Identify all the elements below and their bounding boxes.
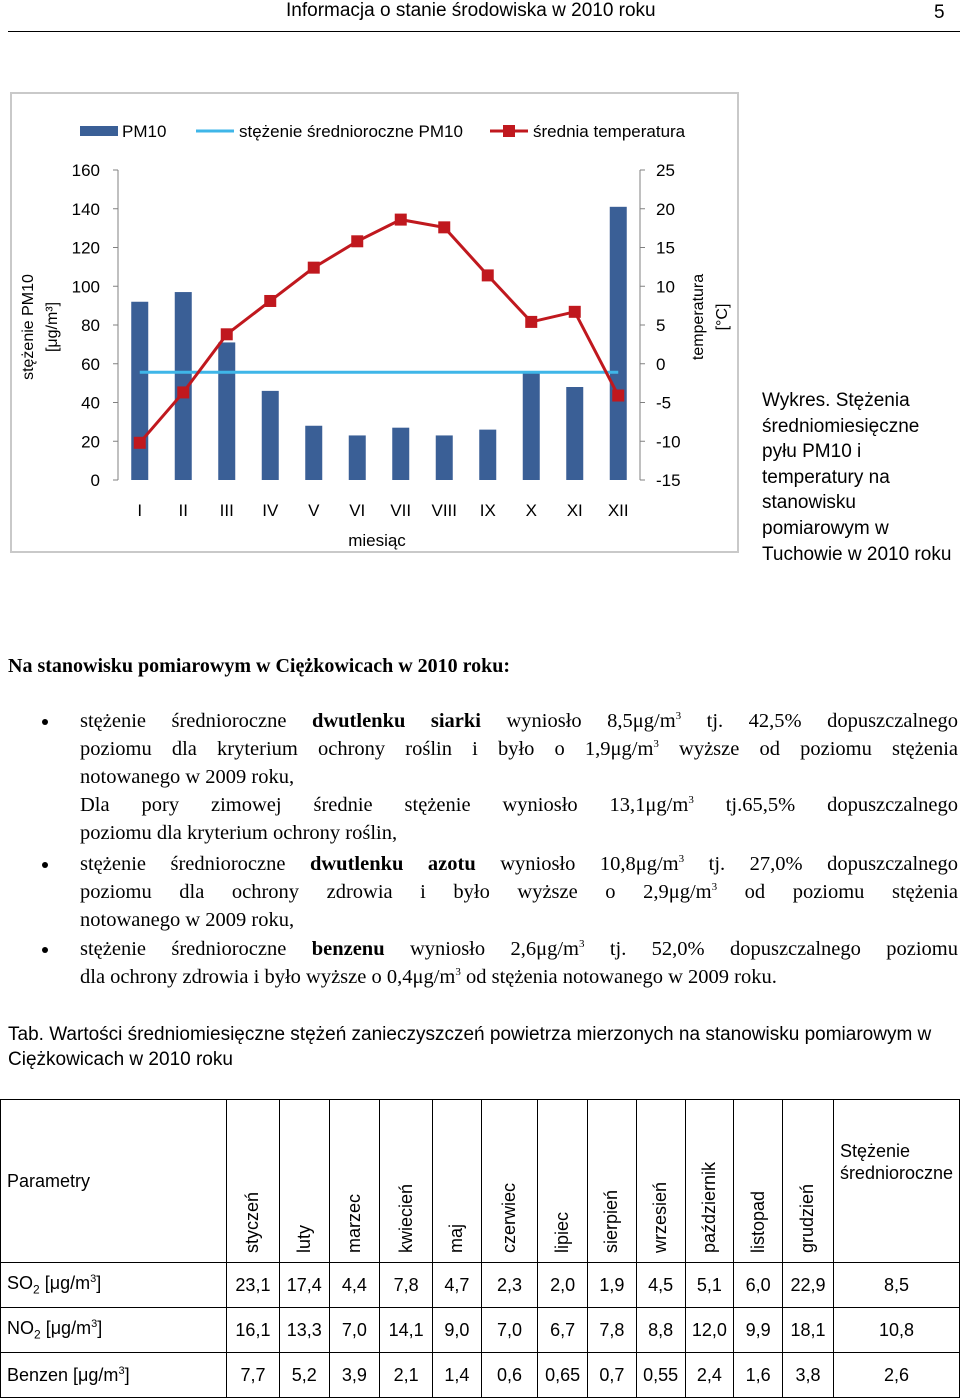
- section-text-line: poziomu dla ochrony zdrowia i było wyższe o $2,9\mu g/m^3$ od poziomu stężenia: [80, 881, 958, 903]
- bullet-3: [42, 947, 48, 953]
- temperature-marker: [569, 306, 581, 318]
- left-tick-label: 120: [71, 238, 100, 258]
- month-header: lipiec: [552, 1211, 573, 1253]
- table-header-cell: [636, 1100, 685, 1263]
- temperature-marker: [395, 214, 407, 226]
- x-tick-label: VIII: [431, 501, 458, 520]
- month-header: listopad: [747, 1190, 768, 1253]
- month-header: październik: [698, 1161, 719, 1253]
- annual-value-cell: 2,6: [833, 1353, 959, 1398]
- right-axis-title-line1: temperatura: [690, 273, 707, 361]
- section-text-line: stężenie średnioroczne benzenu wyniosło $2,6\mu g/m^3$ tj. 52,0% dopuszczalnego poziomu: [80, 938, 958, 960]
- table-cell: 4,4: [329, 1263, 380, 1308]
- table-cell: 6,7: [538, 1308, 588, 1353]
- legend-label-pm10: PM10: [122, 122, 167, 141]
- month-header: grudzień: [797, 1183, 818, 1253]
- table-header-cell: [588, 1100, 637, 1263]
- x-tick-label: I: [137, 501, 143, 520]
- table-cell: 0,7: [588, 1353, 637, 1398]
- right-tick-label: -5: [656, 393, 672, 413]
- section-text-line: notowanego w 2009 roku,: [80, 909, 295, 931]
- left-axis-title-line2: [μg/m³]: [44, 301, 61, 353]
- left-tick-label: 80: [81, 316, 100, 335]
- table-cell: 4,5: [636, 1263, 685, 1308]
- table-cell: 17,4: [279, 1263, 329, 1308]
- month-header: kwiecień: [395, 1183, 416, 1253]
- x-tick-label: IX: [479, 501, 496, 520]
- table-header-cell: Parametry: [1, 1100, 227, 1263]
- month-header: luty: [293, 1224, 314, 1253]
- table-cell: 23,1: [227, 1263, 280, 1308]
- table-cell: 2,0: [538, 1263, 588, 1308]
- table-header-cell: [783, 1100, 834, 1263]
- table-cell: 0,65: [538, 1353, 588, 1398]
- legend-label-average: stężenie średnioroczne PM10: [239, 122, 463, 141]
- x-tick-label: V: [308, 501, 320, 520]
- table-cell: 7,0: [329, 1308, 380, 1353]
- table-header-cell: [380, 1100, 433, 1263]
- x-tick-label: XII: [607, 501, 629, 520]
- header-title: Informacja o stanie środowiska w 2010 roku: [286, 0, 656, 21]
- table-header-cell: [227, 1100, 280, 1263]
- temperature-line: [140, 220, 619, 443]
- annual-value-cell: 10,8: [833, 1308, 959, 1353]
- temperature-marker: [264, 295, 276, 307]
- temperature-marker: [438, 221, 450, 233]
- legend-label-temperature: średnia temperatura: [533, 122, 686, 141]
- month-header: czerwiec: [498, 1182, 519, 1253]
- table-cell: 6,0: [734, 1263, 783, 1308]
- bullet-1: [42, 719, 48, 725]
- table-header-cell: [433, 1100, 482, 1263]
- table-header-cell: [685, 1100, 734, 1263]
- temperature-marker: [351, 235, 363, 247]
- section-text-line: poziomu dla kryterium ochrony roślin,: [80, 822, 398, 844]
- table-cell: 22,9: [783, 1263, 834, 1308]
- x-axis-label: miesiąc: [348, 531, 406, 550]
- temperature-marker: [221, 328, 233, 340]
- month-header: maj: [446, 1223, 467, 1253]
- table-body: [1, 1263, 960, 1398]
- section-text-line: poziomu dla kryterium ochrony roślin i było o $1,9\mu g/m^3$ wyższe od poziomu stężenia: [80, 738, 958, 760]
- pm10-bar: [218, 342, 235, 480]
- left-tick-label: 60: [81, 354, 100, 374]
- right-tick-label: 0: [656, 354, 666, 374]
- temperature-marker: [482, 269, 494, 281]
- temperature-marker: [308, 262, 320, 274]
- table-row: [1, 1353, 960, 1398]
- section-text-line: notowanego w 2009 roku,: [80, 766, 295, 788]
- table-cell: 5,1: [685, 1263, 734, 1308]
- left-axis-title-line1: stężenie PM10: [20, 274, 37, 380]
- table-header-cell: [481, 1100, 538, 1263]
- section-text-line: stężenie średnioroczne dwutlenku siarki wyniosło $8,5\mu g/m^3$ tj. 42,5% dopuszczalnego: [80, 710, 958, 732]
- x-tick-label: X: [525, 501, 537, 520]
- left-tick-label: 100: [71, 277, 100, 297]
- left-tick-label: 40: [81, 393, 100, 413]
- temperature-marker: [525, 316, 537, 328]
- table-cell: 16,1: [227, 1308, 280, 1353]
- pm10-bar: [131, 302, 148, 480]
- table-cell: 1,4: [433, 1353, 482, 1398]
- month-header: sierpień: [601, 1189, 622, 1253]
- right-tick-label: -15: [656, 471, 681, 490]
- right-tick-label: 25: [656, 161, 675, 180]
- x-tick-label: VI: [349, 501, 366, 520]
- table-cell: 7,7: [227, 1353, 280, 1398]
- pm10-bar: [262, 391, 279, 480]
- table-cell: 13,3: [279, 1308, 329, 1353]
- legend-temperature-marker: [503, 125, 515, 137]
- table-caption: Tab. Wartości średniomiesięczne stężeń zanieczyszczeń powietrza mierzonych na stanowisku pomiarowym w Ciężkowicach w 2010 roku: [8, 1024, 932, 1070]
- table-cell: 3,9: [329, 1353, 380, 1398]
- row-label: $NO_2$ $[\mu g/m^3]$: [1, 1308, 227, 1353]
- table-cell: 9,0: [433, 1308, 482, 1353]
- right-tick-label: 10: [656, 277, 675, 297]
- table-cell: 2,1: [380, 1353, 433, 1398]
- month-header: styczeń: [242, 1191, 263, 1253]
- table-cell: 8,8: [636, 1308, 685, 1353]
- row-label: $SO_2$ $[\mu g/m^3]$: [1, 1263, 227, 1308]
- table-cell: 0,6: [481, 1353, 538, 1398]
- table-cell: 0,55: [636, 1353, 685, 1398]
- left-tick-label: 140: [71, 199, 100, 219]
- right-tick-label: -10: [656, 432, 681, 452]
- section-heading: Na stanowisku pomiarowym w Ciężkowicach w 2010 roku:: [8, 655, 511, 677]
- x-tick-label: VII: [390, 501, 412, 520]
- table-header-row: [1, 1100, 960, 1263]
- right-tick-label: 5: [656, 316, 666, 335]
- table-header-cell: [279, 1100, 329, 1263]
- table-row: [1, 1263, 960, 1308]
- table-header-cell: Stężenie średnioroczne: [833, 1100, 959, 1263]
- section-text-line: dla ochrony zdrowia i było wyższe o $0,4\mu g/m^3$ od stężenia notowanego w 2009 roku.: [80, 966, 777, 988]
- month-header: marzec: [343, 1193, 364, 1253]
- pm10-bar: [349, 435, 366, 480]
- table-cell: 4,7: [433, 1263, 482, 1308]
- x-tick-label: II: [178, 501, 188, 520]
- table-row: [1, 1308, 960, 1353]
- right-tick-label: 15: [656, 238, 675, 258]
- table-cell: 7,8: [380, 1263, 433, 1308]
- left-tick-label: 160: [71, 161, 100, 180]
- table-cell: 9,9: [734, 1308, 783, 1353]
- temperature-marker: [134, 437, 146, 449]
- table-cell: 18,1: [783, 1308, 834, 1353]
- table-cell: 1,6: [734, 1353, 783, 1398]
- table-cell: 2,3: [481, 1263, 538, 1308]
- right-tick-label: 20: [656, 199, 675, 219]
- table-cell: 5,2: [279, 1353, 329, 1398]
- table-header-cell: [538, 1100, 588, 1263]
- table-cell: 14,1: [380, 1308, 433, 1353]
- month-header: wrzesień: [650, 1181, 671, 1253]
- pm10-bar: [436, 435, 453, 480]
- x-tick-label: XI: [566, 501, 583, 520]
- temperature-marker: [177, 386, 189, 398]
- table-header-cell: [329, 1100, 380, 1263]
- section-text-line: Dla pory zimowej średnie stężenie wyniosło $13,1\mu g/m^3$ tj.65,5% dopuszczalnego: [80, 794, 958, 816]
- pm10-bar: [523, 373, 540, 480]
- table-cell: 7,8: [588, 1308, 637, 1353]
- section-text-line: stężenie średnioroczne dwutlenku azotu wyniosło $10,8\mu g/m^3$ tj. 27,0% dopuszczalnego: [80, 853, 958, 875]
- legend-bar-swatch: [80, 126, 118, 136]
- table-cell: 7,0: [481, 1308, 538, 1353]
- page-number: 5: [934, 2, 945, 23]
- table-header-cell: [734, 1100, 783, 1263]
- table-cell: 2,4: [685, 1353, 734, 1398]
- pm10-bar: [479, 430, 496, 480]
- pm10-bar: [610, 207, 627, 480]
- annual-value-cell: 8,5: [833, 1263, 959, 1308]
- pm10-bar: [566, 387, 583, 480]
- x-tick-label: IV: [262, 501, 279, 520]
- row-label: Benzen $[\mu g/m^3]$: [1, 1353, 227, 1398]
- temperature-marker: [612, 390, 624, 402]
- pollution-table: [0, 1099, 960, 1398]
- left-tick-label: 20: [81, 432, 100, 452]
- x-tick-label: III: [219, 501, 234, 520]
- table-cell: 3,8: [783, 1353, 834, 1398]
- table-cell: 12,0: [685, 1308, 734, 1353]
- pm10-bar: [305, 426, 322, 480]
- bullet-2: [42, 862, 48, 868]
- table-cell: 1,9: [588, 1263, 637, 1308]
- right-axis-title-line2: [°C]: [714, 303, 731, 331]
- figure-caption: Wykres. Stężenia średniomiesięczne pyłu PM10 i temperatury na stanowisku pomiarowym w Tuchowie w 2010 roku: [762, 390, 952, 565]
- left-tick-label: 0: [90, 471, 100, 490]
- pm10-bar: [392, 428, 409, 480]
